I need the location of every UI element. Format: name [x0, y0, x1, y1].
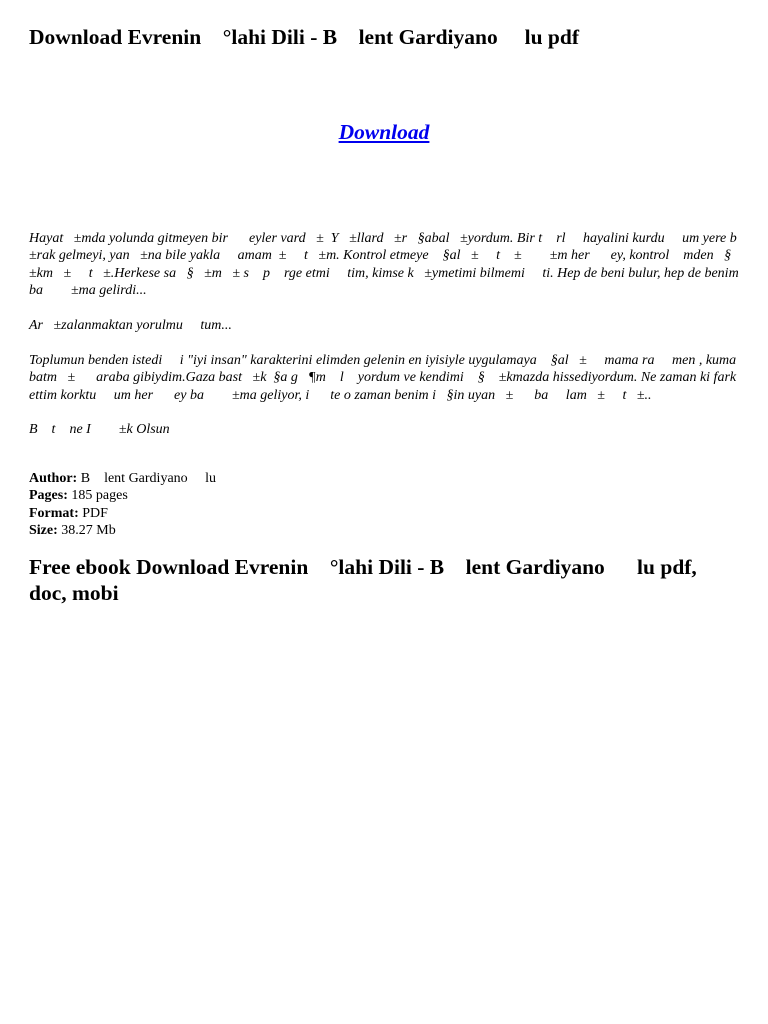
- description-paragraph: Ar ±zalanmaktan yorulmu tum...: [29, 318, 232, 334]
- size-value: 38.27 Mb: [57, 523, 116, 539]
- size-row: [29, 522, 216, 539]
- author-label: Author:: [29, 471, 78, 486]
- book-description: [29, 230, 748, 456]
- book-metadata: [29, 470, 216, 540]
- format-label: Format:: [29, 505, 79, 521]
- pages-value: 185 pages: [67, 488, 128, 504]
- pages-label: Pages:: [29, 488, 68, 504]
- description-paragraph: B t ne I ±k Olsun: [29, 422, 170, 438]
- author-row: [29, 470, 216, 487]
- author-value: B lent Gardiyano lu: [77, 471, 217, 486]
- footer-heading: Free ebook Download Evrenin °lahi Dili - B lent Gardiyano lu pdf, doc, mobi: [29, 555, 703, 605]
- format-row: [29, 505, 216, 522]
- page-title: Download Evrenin °lahi Dili - B lent Gardiyano lu pdf: [29, 25, 579, 49]
- pages-row: [29, 487, 216, 504]
- description-paragraph: Hayat ±mda yolunda gitmeyen bir eyler vard ± Y ±llard ±r §abal ±yordum. Bir t rl hayalini kurdu um yere b ±rak gelmeyi, yan ±na bile yakla amam ± t ±m. Kontrol etmeye §al ± t ± ±m her ey, kontrol mden § ±km ± t ±.Herkese sa § ±m ± s p rge etmi tim, kimse k ±ymetimi bilmemi ti. Hep de beni bulur, hep de benim ba ±ma gelirdi...: [29, 231, 748, 299]
- size-label: Size:: [29, 523, 58, 539]
- download-link[interactable]: Download: [338, 120, 430, 144]
- format-value: PDF: [78, 505, 108, 521]
- description-paragraph: Toplumun benden istedi i "iyi insan" karakterini elimden gelenin en iyisiyle uygulamaya §al ± mama ra men , kuma batm ± araba gibiydim.Gaza bast ±k §a g ¶m l yordum ve kendimi § ±kmazda hissediyordum. Ne zaman ki fark ettim korktu um her ey ba ±ma geliyor, i te o zaman benim i §in uyan ± ba lam ± t ±..: [29, 352, 740, 403]
